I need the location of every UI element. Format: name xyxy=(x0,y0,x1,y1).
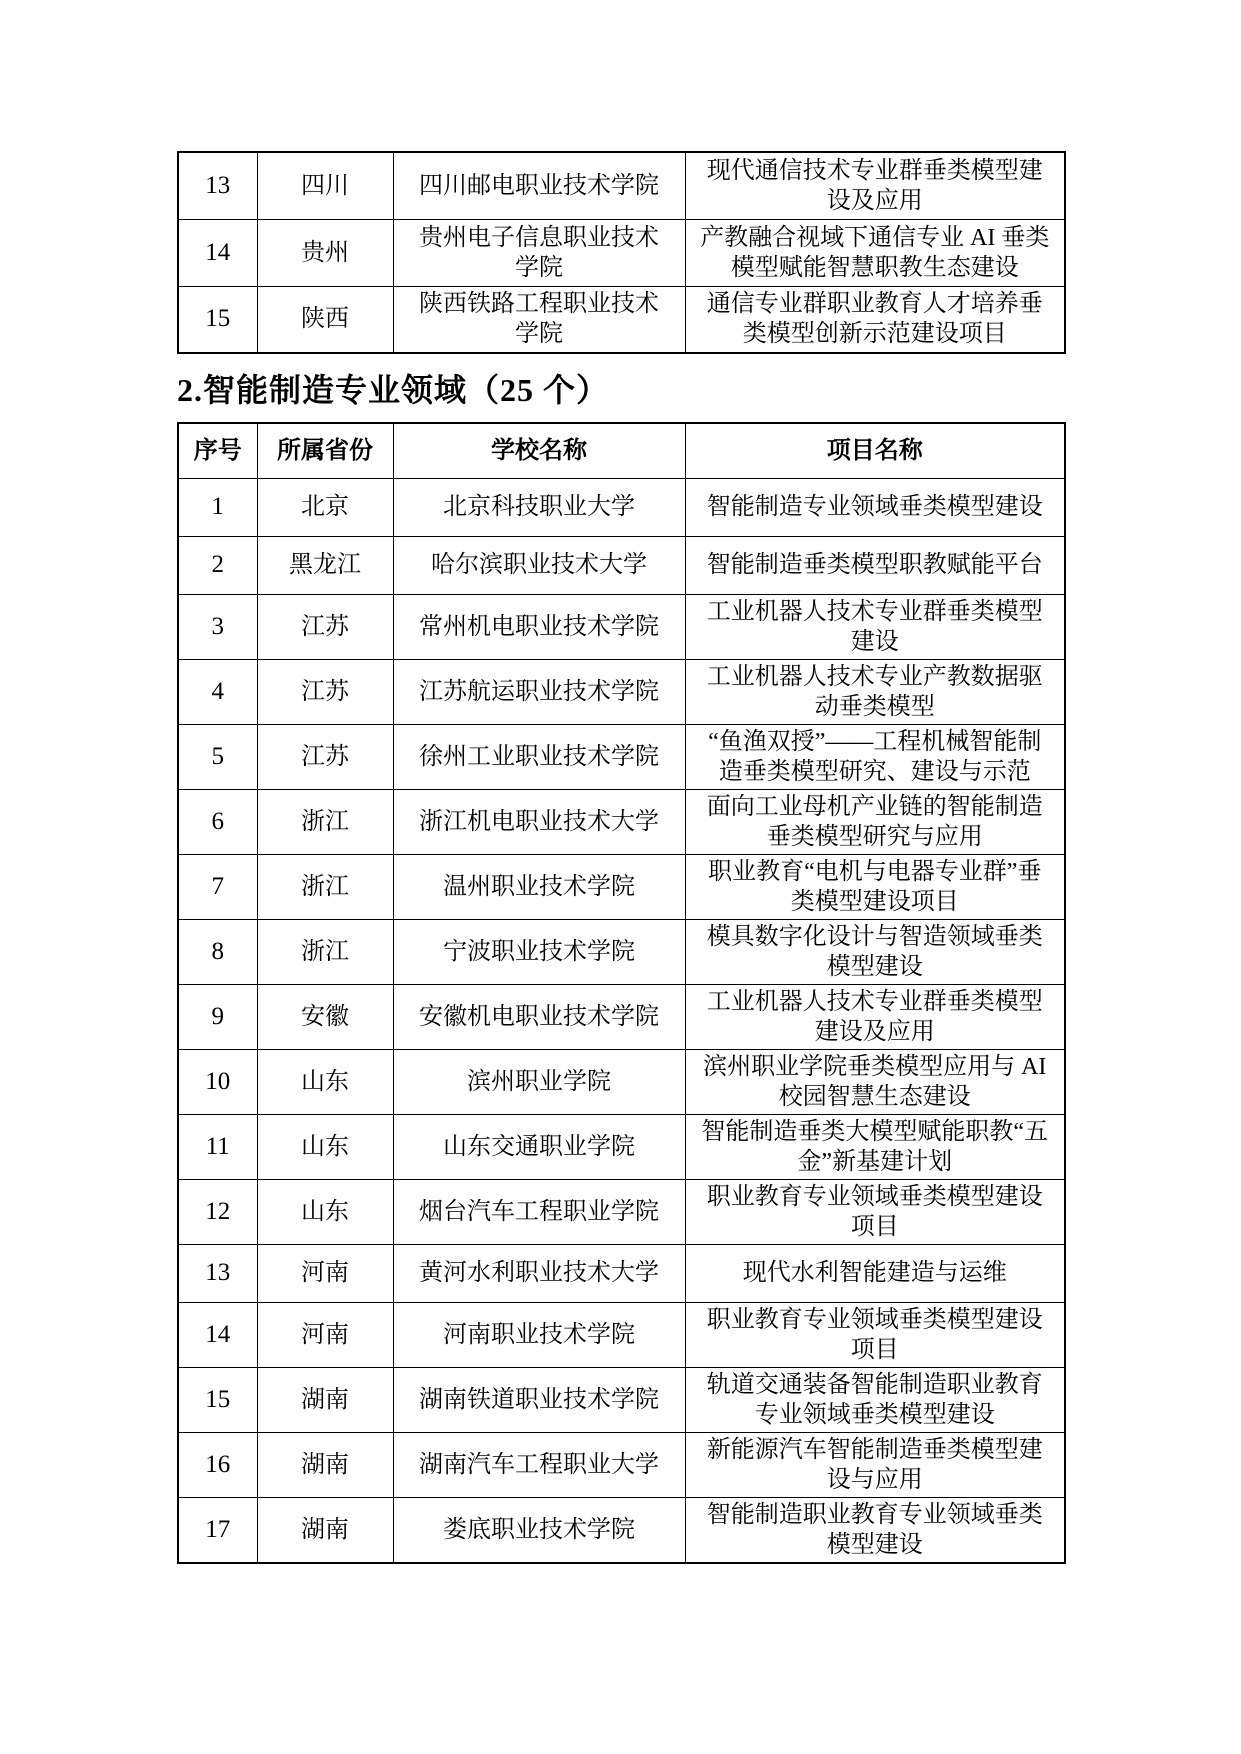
section2-heading: 2.智能制造专业领域（25 个） xyxy=(177,372,610,408)
cell-project: 智能制造垂类大模型赋能职教“五金”新基建计划 xyxy=(685,1114,1065,1179)
cell-project: “鱼渔双授”——工程机械智能制造垂类模型研究、建设与示范 xyxy=(685,724,1065,789)
cell-no: 17 xyxy=(178,1497,257,1563)
table-row xyxy=(178,919,1065,984)
cell-school: 浙江机电职业技术大学 xyxy=(393,789,685,854)
section2-table xyxy=(177,422,1066,1564)
table-row xyxy=(178,1302,1065,1367)
cell-project: 工业机器人技术专业群垂类模型建设 xyxy=(685,594,1065,659)
cell-no: 7 xyxy=(178,854,257,919)
cell-project: 现代水利智能建造与运维 xyxy=(685,1244,1065,1302)
cell-school: 山东交通职业学院 xyxy=(393,1114,685,1179)
cell-no: 13 xyxy=(178,1244,257,1302)
cell-school: 四川邮电职业技术学院 xyxy=(393,152,685,219)
cell-province: 河南 xyxy=(257,1302,393,1367)
cell-school: 常州机电职业技术学院 xyxy=(393,594,685,659)
table-row xyxy=(178,1367,1065,1432)
cell-project: 通信专业群职业教育人才培养垂类模型创新示范建设项目 xyxy=(685,286,1065,353)
cell-province: 浙江 xyxy=(257,919,393,984)
table-row xyxy=(178,594,1065,659)
table-row xyxy=(178,1179,1065,1244)
cell-project: 工业机器人技术专业群垂类模型建设及应用 xyxy=(685,984,1065,1049)
cell-province: 湖南 xyxy=(257,1367,393,1432)
cell-project: 面向工业母机产业链的智能制造垂类模型研究与应用 xyxy=(685,789,1065,854)
cell-no: 11 xyxy=(178,1114,257,1179)
cell-no: 10 xyxy=(178,1049,257,1114)
cell-province: 北京 xyxy=(257,478,393,536)
table-row xyxy=(178,724,1065,789)
cell-school: 黄河水利职业技术大学 xyxy=(393,1244,685,1302)
cell-province: 浙江 xyxy=(257,854,393,919)
cell-no: 6 xyxy=(178,789,257,854)
cell-no: 5 xyxy=(178,724,257,789)
cell-school: 温州职业技术学院 xyxy=(393,854,685,919)
cell-province: 湖南 xyxy=(257,1497,393,1563)
cell-project: 智能制造专业领域垂类模型建设 xyxy=(685,478,1065,536)
cell-school: 贵州电子信息职业技术学院 xyxy=(393,219,685,286)
cell-no: 14 xyxy=(178,1302,257,1367)
cell-province: 浙江 xyxy=(257,789,393,854)
cell-project: 智能制造垂类模型职教赋能平台 xyxy=(685,536,1065,594)
table-row xyxy=(178,152,1065,219)
header-province: 所属省份 xyxy=(257,423,393,478)
cell-project: 模具数字化设计与智造领域垂类模型建设 xyxy=(685,919,1065,984)
cell-no: 14 xyxy=(178,219,257,286)
cell-no: 2 xyxy=(178,536,257,594)
cell-province: 陕西 xyxy=(257,286,393,353)
cell-school: 湖南汽车工程职业大学 xyxy=(393,1432,685,1497)
cell-province: 山东 xyxy=(257,1179,393,1244)
cell-province: 河南 xyxy=(257,1244,393,1302)
section1-table-continued xyxy=(177,151,1066,354)
cell-province: 江苏 xyxy=(257,659,393,724)
cell-project: 新能源汽车智能制造垂类模型建设与应用 xyxy=(685,1432,1065,1497)
cell-project: 轨道交通装备智能制造职业教育专业领域垂类模型建设 xyxy=(685,1367,1065,1432)
cell-no: 16 xyxy=(178,1432,257,1497)
cell-project: 职业教育“电机与电器专业群”垂类模型建设项目 xyxy=(685,854,1065,919)
table-row xyxy=(178,854,1065,919)
cell-project: 智能制造职业教育专业领域垂类模型建设 xyxy=(685,1497,1065,1563)
cell-no: 8 xyxy=(178,919,257,984)
cell-school: 北京科技职业大学 xyxy=(393,478,685,536)
cell-school: 烟台汽车工程职业学院 xyxy=(393,1179,685,1244)
table-row xyxy=(178,1049,1065,1114)
cell-province: 黑龙江 xyxy=(257,536,393,594)
cell-province: 江苏 xyxy=(257,594,393,659)
cell-project: 职业教育专业领域垂类模型建设项目 xyxy=(685,1302,1065,1367)
cell-school: 徐州工业职业技术学院 xyxy=(393,724,685,789)
cell-no: 15 xyxy=(178,1367,257,1432)
table-row xyxy=(178,1244,1065,1302)
table-row xyxy=(178,984,1065,1049)
cell-project: 工业机器人技术专业产教数据驱动垂类模型 xyxy=(685,659,1065,724)
cell-province: 山东 xyxy=(257,1049,393,1114)
table-row xyxy=(178,789,1065,854)
cell-school: 哈尔滨职业技术大学 xyxy=(393,536,685,594)
cell-province: 贵州 xyxy=(257,219,393,286)
cell-no: 3 xyxy=(178,594,257,659)
cell-project: 产教融合视域下通信专业 AI 垂类模型赋能智慧职教生态建设 xyxy=(685,219,1065,286)
table-row xyxy=(178,1497,1065,1563)
table-header-row xyxy=(178,423,1065,478)
table-row xyxy=(178,286,1065,353)
cell-no: 13 xyxy=(178,152,257,219)
cell-school: 安徽机电职业技术学院 xyxy=(393,984,685,1049)
cell-province: 江苏 xyxy=(257,724,393,789)
cell-province: 湖南 xyxy=(257,1432,393,1497)
cell-school: 河南职业技术学院 xyxy=(393,1302,685,1367)
cell-project: 职业教育专业领域垂类模型建设项目 xyxy=(685,1179,1065,1244)
header-no: 序号 xyxy=(178,423,257,478)
header-project: 项目名称 xyxy=(685,423,1065,478)
table-row xyxy=(178,1432,1065,1497)
table-row xyxy=(178,1114,1065,1179)
cell-no: 15 xyxy=(178,286,257,353)
cell-school: 宁波职业技术学院 xyxy=(393,919,685,984)
table-row xyxy=(178,478,1065,536)
cell-no: 9 xyxy=(178,984,257,1049)
cell-school: 陕西铁路工程职业技术学院 xyxy=(393,286,685,353)
table-row xyxy=(178,219,1065,286)
cell-no: 1 xyxy=(178,478,257,536)
cell-school: 江苏航运职业技术学院 xyxy=(393,659,685,724)
cell-no: 12 xyxy=(178,1179,257,1244)
cell-no: 4 xyxy=(178,659,257,724)
header-school: 学校名称 xyxy=(393,423,685,478)
cell-province: 安徽 xyxy=(257,984,393,1049)
cell-project: 现代通信技术专业群垂类模型建设及应用 xyxy=(685,152,1065,219)
table-row xyxy=(178,536,1065,594)
cell-school: 湖南铁道职业技术学院 xyxy=(393,1367,685,1432)
cell-school: 娄底职业技术学院 xyxy=(393,1497,685,1563)
cell-province: 山东 xyxy=(257,1114,393,1179)
cell-school: 滨州职业学院 xyxy=(393,1049,685,1114)
table-row xyxy=(178,659,1065,724)
cell-province: 四川 xyxy=(257,152,393,219)
cell-project: 滨州职业学院垂类模型应用与 AI 校园智慧生态建设 xyxy=(685,1049,1065,1114)
